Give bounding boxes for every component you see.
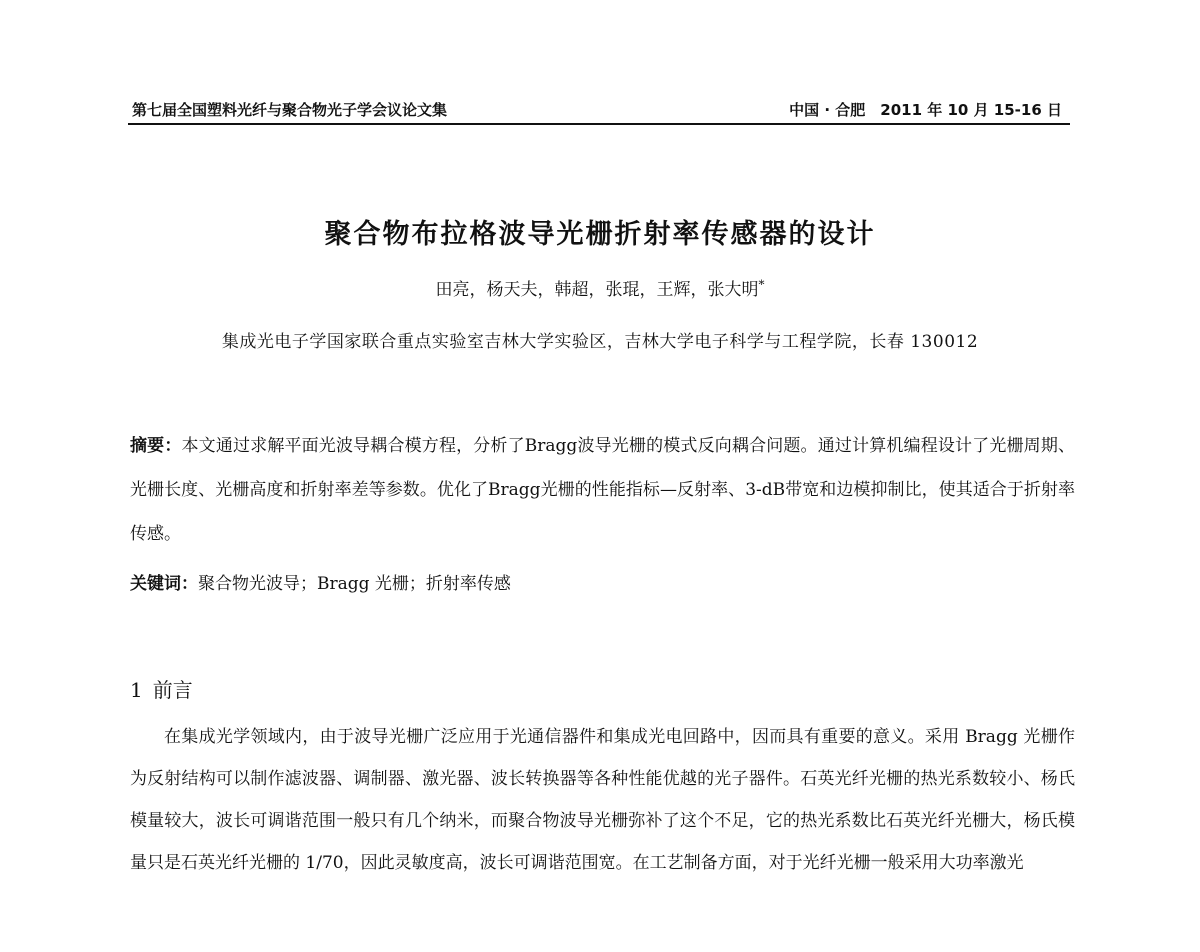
conference-location-date: 中国 · 合肥 2011 年 10 月 15-16 日 [789, 101, 1062, 119]
proceedings-title: 第七届全国塑料光纤与聚合物光子学会议论文集 [132, 101, 448, 119]
running-header [128, 97, 1070, 125]
corresponding-author-mark: * [758, 277, 765, 292]
keywords-label: 关键词： [130, 574, 198, 594]
authors-text: 田亮，杨天夫，韩超，张琨，王辉，张大明 [435, 280, 759, 300]
affiliation: 集成光电子学国家联合重点实验室吉林大学实验区，吉林大学电子科学与工程学院，长春 130012 [221, 332, 979, 352]
section-number: 1 [130, 678, 143, 702]
paper-title: 聚合物布拉格波导光栅折射率传感器的设计 [324, 219, 876, 250]
author-list [0, 275, 1200, 300]
keywords [130, 569, 1075, 594]
paragraph: 在集成光学领域内，由于波导光栅广泛应用于光通信器件和集成光电回路中，因而具有重要的意义。采用 Bragg 光栅作为反射结构可以制作滤波器、调制器、激光器、波长转换器等各种性能优越的光子器件。石英光纤光栅的热光系数较小、杨氏模量较大，波长可调谐范围一般只有几个纳米，而聚合物波导光栅弥补了这个不足，它的热光系数比石英光纤光栅大，杨氏模量只是石英光纤光栅的 1/70，因此灵敏度高，波长可调谐范围宽。在工艺制备方面，对于光纤光栅一般采用大功率激光 [130, 727, 1075, 873]
abstract [130, 424, 1075, 556]
keywords-text: 聚合物光波导；Bragg 光栅；折射率传感 [198, 574, 511, 594]
section-body [130, 716, 1075, 884]
section-heading [130, 674, 193, 703]
abstract-label: 摘要： [130, 436, 182, 456]
abstract-text: 本文通过求解平面光波导耦合模方程，分析了Bragg波导光栅的模式反向耦合问题。通过计算机编程设计了光栅周期、光栅长度、光栅高度和折射率差等参数。优化了Bragg光栅的性能指标—反射率、3-dB带宽和边模抑制比，使其适合于折射率传感。 [130, 436, 1075, 544]
section-title: 前言 [152, 678, 193, 702]
